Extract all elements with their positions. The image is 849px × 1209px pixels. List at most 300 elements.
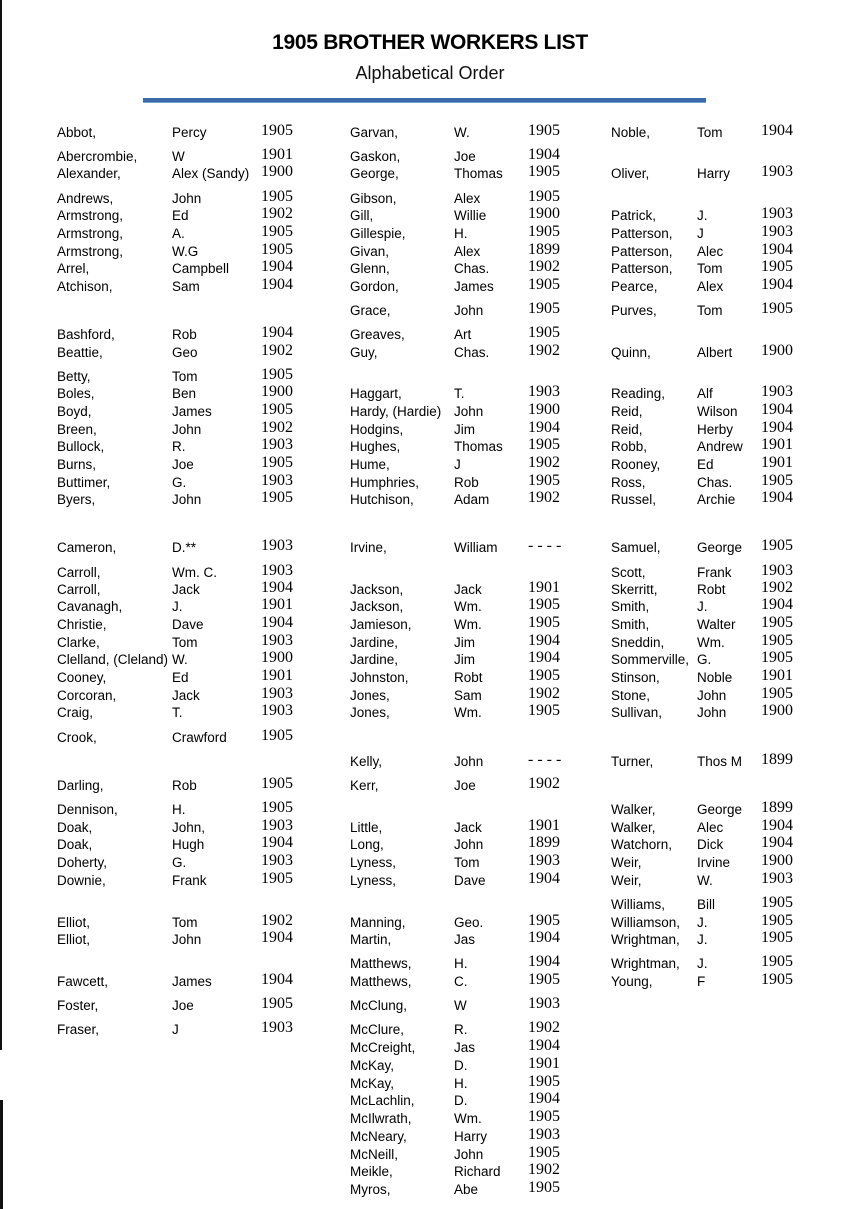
- year-text: 1905: [528, 300, 560, 317]
- year-text: 1901: [261, 596, 293, 613]
- year-text: 1905: [261, 870, 293, 887]
- given-name-text: Wm.: [454, 1111, 482, 1126]
- surname-text: Samuel,: [611, 540, 661, 555]
- year-text: 1905: [261, 122, 293, 139]
- title-divider-rule: [143, 98, 706, 103]
- year-text: 1905: [528, 614, 560, 631]
- surname-text: Jones,: [350, 688, 390, 703]
- surname-text: Wrightman,: [611, 956, 680, 971]
- year-text: 1904: [761, 419, 793, 436]
- given-name-text: Tom: [454, 855, 480, 870]
- given-name-text: Jim: [454, 635, 475, 650]
- year-text: 1903: [761, 205, 793, 222]
- given-name-text: Ed: [172, 670, 189, 685]
- surname-text: McLachlin,: [350, 1093, 415, 1108]
- given-name-text: Joe: [172, 457, 194, 472]
- year-text: 1905: [261, 241, 293, 258]
- given-name-text: Adam: [454, 492, 490, 507]
- given-name-text: Jas: [454, 1040, 476, 1055]
- year-text: 1903: [528, 995, 560, 1012]
- given-name-text: Bill: [697, 897, 716, 912]
- year-text: 1903: [261, 632, 293, 649]
- given-name-text: T.: [454, 386, 465, 401]
- given-name-text: J: [454, 457, 461, 472]
- given-name-text: Hugh: [172, 837, 205, 852]
- year-text: 1905: [761, 685, 793, 702]
- surname-text: Walker,: [611, 802, 656, 817]
- surname-text: Wrightman,: [611, 932, 680, 947]
- surname-text: Gillespie,: [350, 226, 406, 241]
- surname-text: Glenn,: [350, 261, 390, 276]
- given-name-text: Chas.: [454, 345, 490, 360]
- given-name-text: Rob: [454, 475, 479, 490]
- given-name-text: Archie: [697, 492, 736, 507]
- year-text: 1902: [261, 205, 293, 222]
- surname-text: Cavanagh,: [57, 599, 123, 614]
- surname-text: McKay,: [350, 1076, 395, 1091]
- given-name-text: Art: [454, 327, 472, 342]
- document-title: 1905 BROTHER WORKERS LIST: [272, 31, 588, 54]
- given-name-text: J: [697, 226, 704, 241]
- given-name-text: Dave: [172, 617, 204, 632]
- surname-text: Hutchison,: [350, 492, 414, 507]
- surname-text: Hodgins,: [350, 422, 404, 437]
- surname-text: Smith,: [611, 617, 650, 632]
- given-name-text: T.: [172, 705, 183, 720]
- year-text: 1903: [761, 223, 793, 240]
- surname-text: Little,: [350, 820, 383, 835]
- given-name-text: Alec: [697, 244, 724, 259]
- given-name-text: Dick: [697, 837, 724, 852]
- surname-text: Doak,: [57, 837, 93, 852]
- surname-text: Young,: [611, 974, 653, 989]
- year-text: 1902: [261, 912, 293, 929]
- year-text: 1904: [261, 834, 293, 851]
- surname-text: Atchison,: [57, 279, 113, 294]
- year-text: 1902: [261, 342, 293, 359]
- year-text: 1903: [761, 870, 793, 887]
- given-name-text: Crawford: [172, 730, 227, 745]
- year-text: 1905: [761, 632, 793, 649]
- surname-text: Hughes,: [350, 439, 401, 454]
- year-text: 1902: [261, 419, 293, 436]
- surname-text: Stone,: [611, 688, 651, 703]
- year-text: 1904: [528, 146, 560, 163]
- surname-text: Pearce,: [611, 279, 658, 294]
- year-text: 1903: [761, 163, 793, 180]
- surname-text: Russel,: [611, 492, 657, 507]
- given-name-text: Noble: [697, 670, 733, 685]
- given-name-text: Robt: [454, 670, 483, 685]
- given-name-text: Joe: [454, 778, 476, 793]
- given-name-text: J.: [697, 915, 708, 930]
- surname-text: Johnston,: [350, 670, 409, 685]
- given-name-text: W.: [172, 652, 188, 667]
- surname-text: Greaves,: [350, 327, 405, 342]
- year-text: 1905: [528, 472, 560, 489]
- surname-text: McIlwrath,: [350, 1111, 412, 1126]
- surname-text: Dennison,: [57, 802, 118, 817]
- surname-text: Breen,: [57, 422, 97, 437]
- given-name-text: Ed: [697, 457, 714, 472]
- given-name-text: Harry: [454, 1129, 487, 1144]
- surname-text: Bashford,: [57, 327, 115, 342]
- year-text: 1905: [761, 953, 793, 970]
- given-name-text: Alf: [697, 386, 713, 401]
- given-name-text: Rob: [172, 778, 197, 793]
- given-name-text: Andrew: [697, 439, 743, 454]
- given-name-text: J: [172, 1022, 179, 1037]
- surname-text: McKay,: [350, 1058, 395, 1073]
- surname-text: Long,: [350, 837, 384, 852]
- year-text: 1902: [528, 454, 560, 471]
- surname-text: Lyness,: [350, 873, 397, 888]
- given-name-text: D.**: [172, 540, 197, 555]
- year-text: 1905: [528, 596, 560, 613]
- year-text: 1903: [261, 562, 293, 579]
- given-name-text: Sam: [172, 279, 200, 294]
- given-name-text: W.: [454, 125, 470, 140]
- surname-text: Reid,: [611, 422, 643, 437]
- year-text: 1904: [261, 929, 293, 946]
- year-text: 1902: [528, 342, 560, 359]
- surname-text: Jackson,: [350, 582, 404, 597]
- surname-text: Jamieson,: [350, 617, 412, 632]
- given-name-text: Sam: [454, 688, 482, 703]
- given-name-text: John: [454, 404, 484, 419]
- year-text: 1905: [261, 727, 293, 744]
- year-text: 1900: [761, 852, 793, 869]
- given-name-text: John: [454, 837, 484, 852]
- year-text: 1905: [528, 667, 560, 684]
- surname-text: Guy,: [350, 345, 378, 360]
- surname-text: Gaskon,: [350, 149, 401, 164]
- given-name-text: Jack: [172, 582, 200, 597]
- given-name-text: D.: [454, 1093, 468, 1108]
- year-text: 1901: [761, 436, 793, 453]
- given-name-text: Thomas: [454, 166, 503, 181]
- surname-text: Robb,: [611, 439, 648, 454]
- year-text: 1905: [528, 1073, 560, 1090]
- year-text: 1905: [528, 163, 560, 180]
- surname-text: Andrews,: [57, 191, 114, 206]
- year-text: 1905: [261, 799, 293, 816]
- given-name-text: Rob: [172, 327, 197, 342]
- year-text: 1904: [261, 971, 293, 988]
- year-text: 1900: [761, 702, 793, 719]
- surname-text: Martin,: [350, 932, 392, 947]
- surname-text: Kerr,: [350, 778, 379, 793]
- given-name-text: Irvine: [697, 855, 731, 870]
- document-subtitle: Alphabetical Order: [355, 63, 505, 83]
- given-name-text: G.: [172, 475, 187, 490]
- surname-text: Noble,: [611, 125, 651, 140]
- given-name-text: J.: [697, 956, 708, 971]
- year-text: 1905: [528, 971, 560, 988]
- given-name-text: John,: [172, 820, 206, 835]
- year-text: 1904: [528, 953, 560, 970]
- surname-text: Fraser,: [57, 1022, 100, 1037]
- surname-text: Patrick,: [611, 208, 657, 223]
- year-text: 1904: [528, 870, 560, 887]
- surname-text: Doherty,: [57, 855, 108, 870]
- given-name-text: John: [697, 688, 727, 703]
- surname-text: Watchorn,: [611, 837, 673, 852]
- given-name-text: Wm. C.: [172, 565, 217, 580]
- surname-text: Reading,: [611, 386, 666, 401]
- year-text: 1904: [528, 1090, 560, 1107]
- given-name-text: F: [697, 974, 706, 989]
- year-text: 1905: [261, 401, 293, 418]
- given-name-text: Tom: [172, 369, 198, 384]
- year-text: 1902: [528, 489, 560, 506]
- year-text: 1905: [261, 454, 293, 471]
- given-name-text: W.: [697, 873, 713, 888]
- surname-text: Smith,: [611, 599, 650, 614]
- year-text: 1904: [261, 276, 293, 293]
- given-name-text: Herby: [697, 422, 734, 437]
- given-name-text: Frank: [172, 873, 207, 888]
- given-name-text: J.: [697, 599, 708, 614]
- year-text: 1899: [761, 751, 793, 768]
- year-text: 1901: [761, 667, 793, 684]
- surname-text: Clarke,: [57, 635, 100, 650]
- surname-text: Irvine,: [350, 540, 387, 555]
- surname-text: Walker,: [611, 820, 656, 835]
- given-name-text: Wm.: [454, 705, 482, 720]
- year-text: 1904: [261, 614, 293, 631]
- surname-text: Quinn,: [611, 345, 651, 360]
- surname-text: Williams,: [611, 897, 665, 912]
- surname-text: Weir,: [611, 855, 642, 870]
- year-text: 1901: [261, 146, 293, 163]
- given-name-text: Alex: [454, 244, 481, 259]
- year-text: 1904: [528, 649, 560, 666]
- year-text: 1905: [528, 912, 560, 929]
- given-name-text: Thomas: [454, 439, 503, 454]
- given-name-text: Joe: [172, 998, 194, 1013]
- year-text: 1905: [261, 775, 293, 792]
- given-name-text: Chas.: [454, 261, 490, 276]
- given-name-text: John: [454, 1147, 484, 1162]
- year-text: 1902: [528, 685, 560, 702]
- surname-text: Gibson,: [350, 191, 397, 206]
- surname-text: Sommerville,: [611, 652, 690, 667]
- surname-text: Burns,: [57, 457, 97, 472]
- year-text: 1904: [261, 258, 293, 275]
- year-text: 1905: [761, 912, 793, 929]
- year-text: 1904: [761, 122, 793, 139]
- surname-text: Downie,: [57, 873, 106, 888]
- surname-text: Armstrong,: [57, 226, 124, 241]
- given-name-text: R.: [454, 1022, 468, 1037]
- surname-text: Gordon,: [350, 279, 399, 294]
- given-name-text: James: [172, 974, 212, 989]
- given-name-text: W.G: [172, 244, 199, 259]
- year-text: 1905: [761, 472, 793, 489]
- surname-text: McNeill,: [350, 1147, 399, 1162]
- year-text: 1900: [528, 401, 560, 418]
- given-name-text: Robt: [697, 582, 726, 597]
- given-name-text: J.: [172, 599, 183, 614]
- surname-text: Beattie,: [57, 345, 103, 360]
- surname-text: Williamson,: [611, 915, 681, 930]
- year-text: 1903: [261, 852, 293, 869]
- surname-text: Turner,: [611, 754, 654, 769]
- year-text: 1904: [528, 929, 560, 946]
- year-text: 1904: [528, 1037, 560, 1054]
- surname-text: Sullivan,: [611, 705, 663, 720]
- surname-text: Stinson,: [611, 670, 660, 685]
- given-name-text: Ben: [172, 386, 197, 401]
- given-name-text: H.: [454, 1076, 468, 1091]
- year-text: 1903: [528, 1126, 560, 1143]
- year-text: - - - -: [528, 751, 562, 768]
- given-name-text: J.: [697, 208, 708, 223]
- given-name-text: Willie: [454, 208, 487, 223]
- surname-text: George,: [350, 166, 399, 181]
- surname-text: Weir,: [611, 873, 642, 888]
- year-text: 1903: [261, 702, 293, 719]
- year-text: 1902: [761, 579, 793, 596]
- year-text: 1905: [761, 929, 793, 946]
- surname-text: Byers,: [57, 492, 96, 507]
- given-name-text: Wm.: [454, 599, 482, 614]
- surname-text: Kelly,: [350, 754, 383, 769]
- given-name-text: W: [454, 998, 467, 1013]
- surname-text: Oliver,: [611, 166, 650, 181]
- surname-text: Hume,: [350, 457, 390, 472]
- page-left-edge: [0, 0, 2, 1050]
- surname-text: Darling,: [57, 778, 104, 793]
- given-name-text: Campbell: [172, 261, 230, 276]
- given-name-text: Frank: [697, 565, 732, 580]
- given-name-text: H.: [454, 226, 468, 241]
- surname-text: Patterson,: [611, 226, 673, 241]
- given-name-text: J.: [697, 932, 708, 947]
- surname-text: Jackson,: [350, 599, 404, 614]
- year-text: 1899: [528, 241, 560, 258]
- given-name-text: H.: [454, 956, 468, 971]
- given-name-text: John: [172, 492, 202, 507]
- given-name-text: Chas.: [697, 475, 733, 490]
- year-text: 1905: [528, 1108, 560, 1125]
- year-text: 1904: [261, 579, 293, 596]
- given-name-text: Wm.: [697, 635, 725, 650]
- surname-text: Jones,: [350, 705, 390, 720]
- year-text: 1899: [528, 834, 560, 851]
- surname-text: Doak,: [57, 820, 93, 835]
- given-name-text: A.: [172, 226, 185, 241]
- surname-text: Abbot,: [57, 125, 97, 140]
- year-text: 1905: [528, 436, 560, 453]
- year-text: 1900: [528, 205, 560, 222]
- given-name-text: John: [172, 191, 202, 206]
- year-text: 1903: [261, 436, 293, 453]
- surname-text: Jardine,: [350, 652, 399, 667]
- given-name-text: Tom: [697, 303, 723, 318]
- given-name-text: Harry: [697, 166, 730, 181]
- surname-text: Bullock,: [57, 439, 105, 454]
- surname-text: Patterson,: [611, 261, 673, 276]
- year-text: 1901: [528, 1055, 560, 1072]
- surname-text: McClung,: [350, 998, 408, 1013]
- given-name-text: Ed: [172, 208, 189, 223]
- surname-text: Betty,: [57, 369, 91, 384]
- year-text: 1905: [528, 276, 560, 293]
- given-name-text: John: [697, 705, 727, 720]
- surname-text: Carroll,: [57, 582, 101, 597]
- surname-text: Givan,: [350, 244, 390, 259]
- year-text: 1905: [261, 223, 293, 240]
- given-name-text: Tom: [172, 915, 198, 930]
- surname-text: Foster,: [57, 998, 99, 1013]
- given-name-text: Jim: [454, 422, 475, 437]
- year-text: 1905: [261, 995, 293, 1012]
- surname-text: Reid,: [611, 404, 643, 419]
- surname-text: McCreight,: [350, 1040, 416, 1055]
- surname-text: Rooney,: [611, 457, 661, 472]
- given-name-text: William: [454, 540, 498, 555]
- given-name-text: Jas: [454, 932, 476, 947]
- given-name-text: Richard: [454, 1164, 501, 1179]
- year-text: 1903: [261, 1019, 293, 1036]
- surname-text: Haggart,: [350, 386, 402, 401]
- given-name-text: Jack: [454, 582, 482, 597]
- surname-text: Jardine,: [350, 635, 399, 650]
- given-name-text: Abe: [454, 1182, 479, 1197]
- year-text: 1904: [761, 276, 793, 293]
- year-text: 1904: [761, 834, 793, 851]
- year-text: 1905: [528, 702, 560, 719]
- year-text: 1904: [528, 632, 560, 649]
- year-text: 1905: [528, 188, 560, 205]
- year-text: 1905: [261, 366, 293, 383]
- given-name-text: C.: [454, 974, 468, 989]
- given-name-text: John: [172, 422, 202, 437]
- surname-text: Armstrong,: [57, 244, 124, 259]
- surname-text: Hardy, (Hardie): [350, 404, 442, 419]
- year-text: 1901: [528, 579, 560, 596]
- given-name-text: Geo.: [454, 915, 484, 930]
- given-name-text: Dave: [454, 873, 486, 888]
- year-text: 1900: [761, 342, 793, 359]
- surname-text: Buttimer,: [57, 475, 111, 490]
- given-name-text: Jim: [454, 652, 475, 667]
- surname-text: Elliot,: [57, 932, 91, 947]
- given-name-text: H.: [172, 802, 186, 817]
- year-text: - - - -: [528, 537, 562, 554]
- surname-text: Manning,: [350, 915, 406, 930]
- given-name-text: John: [454, 303, 484, 318]
- given-name-text: W: [172, 149, 185, 164]
- year-text: 1902: [528, 1161, 560, 1178]
- surname-text: Crook,: [57, 730, 97, 745]
- year-text: 1902: [528, 258, 560, 275]
- given-name-text: Tom: [697, 125, 723, 140]
- surname-text: Skerritt,: [611, 582, 658, 597]
- year-text: 1900: [261, 383, 293, 400]
- given-name-text: Albert: [697, 345, 733, 360]
- surname-text: Patterson,: [611, 244, 673, 259]
- surname-text: Matthews,: [350, 974, 412, 989]
- given-name-text: Wm.: [454, 617, 482, 632]
- given-name-text: Alex: [697, 279, 724, 294]
- surname-text: Carroll,: [57, 565, 101, 580]
- given-name-text: Jack: [454, 820, 482, 835]
- surname-text: Armstrong,: [57, 208, 124, 223]
- year-text: 1902: [528, 775, 560, 792]
